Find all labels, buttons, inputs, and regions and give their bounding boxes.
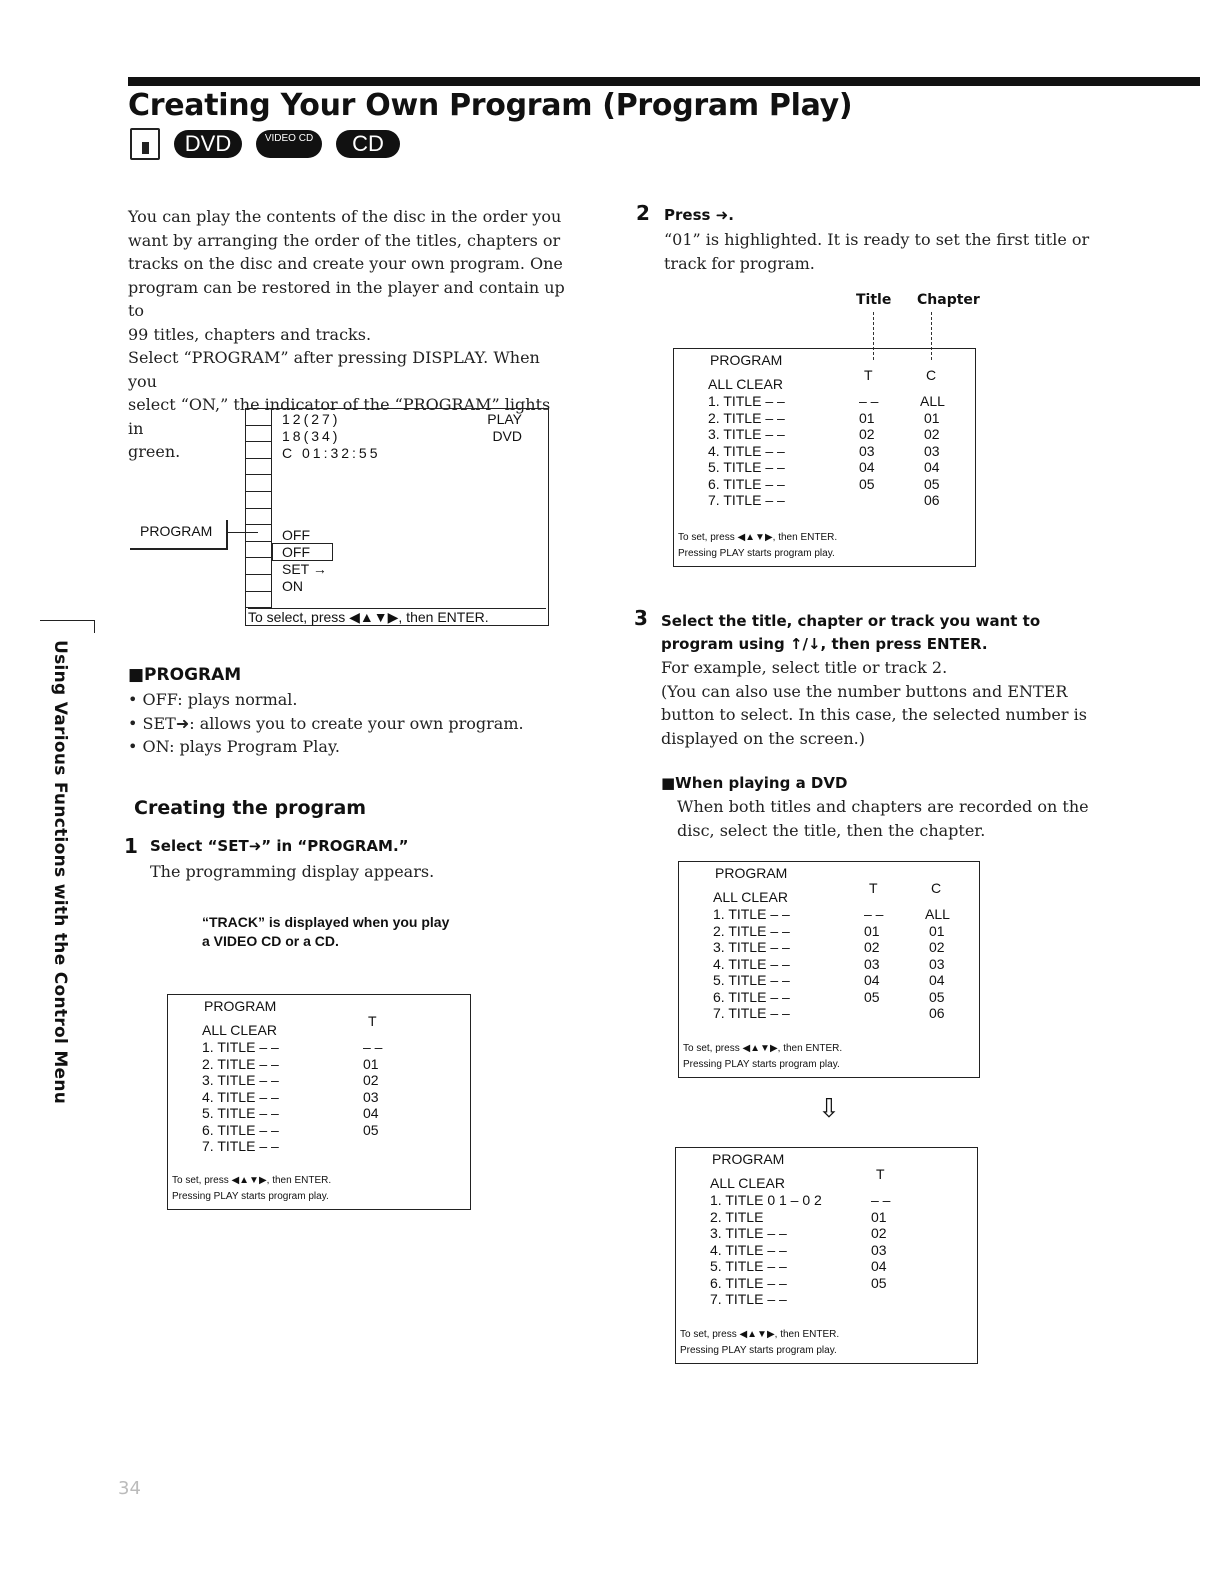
program-header: PROGRAM [204,998,277,1014]
title-column-head: T [864,367,873,383]
title-value: 02 [363,1072,379,1088]
menu-icon-slot [246,509,271,526]
title-value: – – [363,1039,383,1055]
step-3-number: 3 [634,606,648,630]
program-row[interactable]: 4. TITLE – – [713,955,790,972]
title-line: Select the title, chapter or track you want to [661,612,1041,630]
text-line: want by arranging the order of the titles, chapters or [128,230,561,250]
title-value: 03 [363,1088,379,1105]
note-line: “TRACK” is displayed when you play [202,914,450,930]
program-display [673,348,976,567]
down-arrow-icon: ⇩ [818,1094,840,1124]
program-row[interactable]: 1. TITLE 0 1 – 0 2 [710,1192,822,1208]
dvd-heading: ■When playing a DVD [661,774,848,792]
step-2-text [664,228,1089,275]
program-display [167,994,471,1210]
program-row[interactable]: 1. TITLE – – [708,393,785,409]
text-line: For example, select title or track 2. [661,658,948,677]
program-header: PROGRAM [715,865,788,881]
program-display [678,861,980,1078]
menu-icon-slot [246,542,271,559]
chapter-value: 04 [924,459,940,475]
title-value: 04 [859,459,875,475]
program-row[interactable]: 4. TITLE – – [708,442,785,459]
program-display [675,1147,978,1364]
title-value: 01 [859,409,875,426]
title-value: 04 [363,1105,379,1121]
program-callout [130,520,228,550]
menu-icon-column [246,409,272,609]
chapter-value: 04 [929,972,945,988]
title-value: 05 [864,988,880,1005]
step-2-title: Press ➜. [664,206,734,224]
title-line: program using ↑/↓, then press ENTER. [661,635,988,653]
title-column-head: T [869,880,878,896]
menu-icon-slot [246,558,271,575]
panel-footer-1: To set, press ◀▲▼▶, then ENTER. [680,1329,840,1340]
program-row[interactable]: 2. TITLE – – [202,1055,279,1072]
panel-footer-1: To set, press ◀▲▼▶, then ENTER. [683,1043,843,1054]
title-value: 02 [864,939,880,955]
program-callout-label: PROGRAM [140,523,213,539]
chapter-value: 02 [929,939,945,955]
all-clear-item[interactable]: ALL CLEAR [202,1022,277,1038]
program-row[interactable]: 3. TITLE – – [713,939,790,955]
chapter-value: ALL [920,393,945,409]
program-row[interactable]: 6. TITLE – – [713,988,790,1005]
display-footer: To select, press ◀▲▼▶, then ENTER. [248,608,546,626]
track-note [202,913,449,951]
page-number: 34 [118,1478,141,1499]
chapter-value: 02 [924,426,940,442]
step-1-number: 1 [124,834,138,858]
play-status: PLAY [487,411,522,427]
chapter-value: 05 [929,988,945,1005]
step-1-title: Select “SET➜” in “PROGRAM.” [150,837,409,855]
step-2-number: 2 [636,201,650,225]
program-row[interactable]: 3. TITLE – – [710,1225,787,1241]
dvd-badge: DVD [174,130,242,158]
panel-footer-2: Pressing PLAY starts program play. [172,1191,329,1202]
title-value: – – [864,906,884,922]
text-line: program can be restored in the player and contain up to [128,277,565,320]
step-1-text: The programming display appears. [150,862,435,881]
panel-footer-2: Pressing PLAY starts program play. [680,1345,837,1356]
title-label: Title [856,292,892,308]
title-value: 05 [871,1274,887,1291]
cd-badge: CD [336,130,400,158]
text-line: tracks on the disc and create your own program. One [128,254,563,273]
program-row[interactable]: 4. TITLE – – [202,1088,279,1105]
title-value: 01 [864,922,880,939]
creating-heading: Creating the program [134,797,367,819]
title-value: 05 [859,475,875,492]
menu-icon-slot [246,475,271,492]
header-rule [128,77,1200,86]
title-value: 03 [864,955,880,972]
program-row[interactable]: 6. TITLE – – [710,1274,787,1291]
text-line: disc, select the title, then the chapter. [677,820,986,840]
title-value: – – [859,393,879,409]
panel-footer-1: To set, press ◀▲▼▶, then ENTER. [172,1175,332,1186]
page-title: Creating Your Own Program (Program Play) [128,88,853,123]
program-header: PROGRAM [710,352,783,368]
program-row[interactable]: 1. TITLE – – [202,1039,279,1055]
title-column-head: T [368,1013,377,1029]
text-line: “01” is highlighted. It is ready to set the first title or [664,230,1090,249]
text-line: select “ON,” the indicator of the “PROGRAM” lights in [128,395,551,438]
title-value: – – [871,1192,891,1208]
program-header: PROGRAM [712,1151,785,1167]
chapter-number: 18(34) [282,428,341,444]
remote-icon [130,128,160,160]
dvd-text [677,795,1089,842]
program-row[interactable]: 2. TITLE – – [708,409,785,426]
program-row[interactable]: 6. TITLE – – [708,475,785,492]
option-on[interactable]: ON [282,578,303,594]
program-row[interactable]: 7. TITLE – – [710,1291,787,1307]
program-row[interactable]: 7. TITLE – – [708,492,785,508]
text-line: (You can also use the number buttons and ENTER [661,681,1068,701]
text-line: You can play the contents of the disc in the order you [128,207,562,226]
menu-icon-slot [246,592,271,609]
text-line: • ON: plays Program Play. [128,737,340,756]
time-display: C 01:32:55 [282,445,381,461]
text-line: green. [128,442,181,461]
program-row[interactable]: 7. TITLE – – [202,1138,279,1154]
text-line: When both titles and chapters are recorded on the [677,797,1089,816]
chapter-value: 05 [924,475,940,492]
chapter-value: 01 [929,922,945,939]
option-off[interactable]: OFF [282,544,310,560]
title-value: 01 [871,1208,887,1225]
program-row[interactable]: 5. TITLE – – [713,972,790,988]
program-row[interactable]: 2. TITLE – – [713,922,790,939]
option-set[interactable]: SET → [282,561,327,577]
program-row[interactable]: 5. TITLE – – [708,459,785,475]
chapter-value: 03 [924,442,940,459]
step-3-text [661,656,1087,750]
menu-icon-slot [246,525,271,542]
title-value: 02 [859,426,875,442]
all-clear-item[interactable]: ALL CLEAR [713,889,788,905]
program-row[interactable]: 5. TITLE – – [202,1105,279,1121]
program-row[interactable]: 5. TITLE – – [710,1258,787,1274]
program-row[interactable]: 3. TITLE – – [202,1072,279,1088]
note-line: a VIDEO CD or a CD. [202,933,339,949]
callout-line [228,532,258,533]
side-tab-marker [40,620,95,633]
text-line: button to select. In this case, the selected number is [661,705,1087,724]
text-line: Select “PROGRAM” after pressing DISPLAY. When you [128,348,540,391]
title-value: 03 [859,442,875,459]
chapter-value: 03 [929,955,945,972]
all-clear-item[interactable]: ALL CLEAR [708,376,783,392]
side-tab: Using Various Functions with the Control Menu [50,640,70,1105]
text-line: track for program. [664,253,815,273]
disc-type: DVD [492,428,522,444]
text-line: • OFF: plays normal. [128,690,298,709]
chapter-value: ALL [925,906,950,922]
title-value: 05 [363,1121,379,1138]
program-row[interactable]: 7. TITLE – – [713,1005,790,1021]
chapter-value: 06 [929,1005,945,1021]
menu-icon-slot [246,426,271,443]
control-menu-display [245,408,549,626]
program-row[interactable]: 2. TITLE [710,1208,764,1225]
title-value: 03 [871,1241,887,1258]
text-line: displayed on the screen.) [661,728,866,748]
menu-icon-slot [246,409,271,426]
title-number: 12(27) [282,411,341,427]
program-bullets [128,688,524,759]
menu-icon-slot [246,575,271,592]
title-value: 02 [871,1225,887,1241]
title-value: 04 [864,972,880,988]
panel-footer-1: To set, press ◀▲▼▶, then ENTER. [678,532,838,543]
title-value: 04 [871,1258,887,1274]
chapter-column-head: C [926,367,937,383]
step-3-title [661,610,1040,656]
video-cd-badge: VIDEO CD [256,130,322,158]
chapter-label: Chapter [917,292,980,308]
program-row[interactable]: 4. TITLE – – [710,1241,787,1258]
panel-footer-2: Pressing PLAY starts program play. [678,548,835,559]
text-line: 99 titles, chapters and tracks. [128,324,372,344]
program-current: OFF [282,527,310,543]
panel-footer-2: Pressing PLAY starts program play. [683,1059,840,1070]
all-clear-item[interactable]: ALL CLEAR [710,1175,785,1191]
program-row[interactable]: 1. TITLE – – [713,906,790,922]
title-value: 01 [363,1055,379,1072]
chapter-value: 01 [924,409,940,426]
chapter-value: 06 [924,492,940,508]
program-row[interactable]: 6. TITLE – – [202,1121,279,1138]
menu-icon-slot [246,492,271,509]
title-column-head: T [876,1166,885,1182]
menu-icon-slot [246,442,271,459]
menu-icon-slot [246,459,271,476]
text-line: • SET➜: allows you to create your own program. [128,713,524,733]
program-heading: ■PROGRAM [128,665,242,685]
chapter-column-head: C [931,880,942,896]
program-row[interactable]: 3. TITLE – – [708,426,785,442]
